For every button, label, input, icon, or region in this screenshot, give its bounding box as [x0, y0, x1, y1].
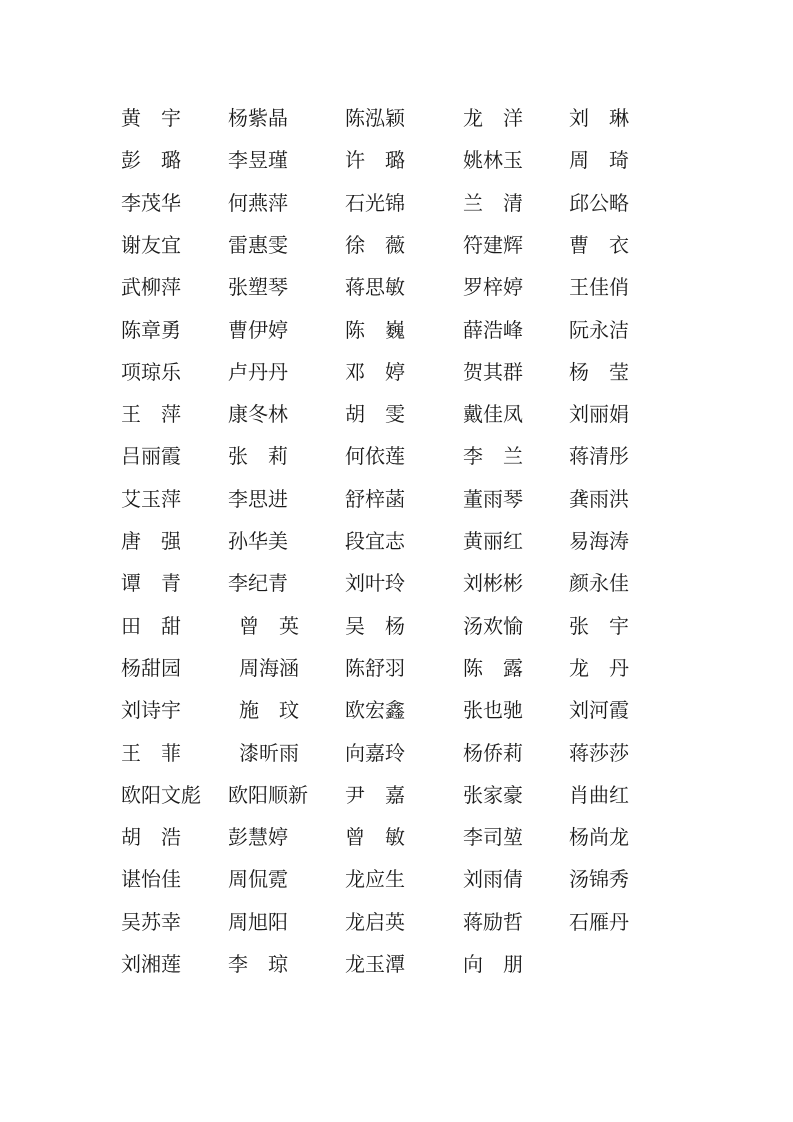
name-cell: 陈 露: [463, 656, 523, 680]
name-cell: 欧宏鑫: [345, 698, 405, 722]
name-cell: 李纪青: [228, 571, 288, 595]
name-cell: 龙 丹: [569, 656, 629, 680]
name-cell: 艾玉萍: [121, 487, 181, 511]
name-cell: 杨侨莉: [463, 741, 523, 765]
name-cell: 李茂华: [121, 191, 181, 215]
name-cell: 刘湘莲: [121, 952, 181, 976]
name-cell: 张家豪: [463, 783, 523, 807]
name-cell: 何依莲: [345, 444, 405, 468]
name-row: [0, 441, 793, 471]
name-cell: 刘雨倩: [463, 867, 523, 891]
name-cell: 欧阳文彪: [121, 783, 201, 807]
name-cell: 彭慧婷: [228, 825, 288, 849]
name-row: [0, 272, 793, 302]
name-cell: 王 菲: [121, 741, 181, 765]
name-cell: 张也驰: [463, 698, 523, 722]
name-cell: 蒋莎莎: [569, 741, 629, 765]
name-cell: 项琼乐: [121, 360, 181, 384]
name-row: [0, 864, 793, 894]
name-cell: 杨 莹: [569, 360, 629, 384]
name-cell: 薛浩峰: [463, 318, 523, 342]
name-row: [0, 188, 793, 218]
name-cell: 黄丽红: [463, 529, 523, 553]
name-cell: 康冬林: [228, 402, 288, 426]
name-cell: 邓 婷: [345, 360, 405, 384]
name-cell: 蒋励哲: [463, 910, 523, 934]
name-cell: 蒋思敏: [345, 275, 405, 299]
name-cell: 吴 杨: [345, 614, 405, 638]
name-row: [0, 653, 793, 683]
name-cell: 武柳萍: [121, 275, 181, 299]
name-cell: 汤欢愉: [463, 614, 523, 638]
name-cell: 黄 宇: [121, 106, 181, 130]
name-cell: 曹 衣: [569, 233, 629, 257]
name-cell: 阮永洁: [569, 318, 629, 342]
name-cell: 向嘉玲: [345, 741, 405, 765]
name-cell: 邱公略: [569, 191, 629, 215]
name-cell: 戴佳凤: [463, 402, 523, 426]
name-cell: 龙应生: [345, 867, 405, 891]
name-cell: 谭 青: [121, 571, 181, 595]
name-cell: 陈舒羽: [345, 656, 405, 680]
name-row: [0, 907, 793, 937]
name-cell: 李 兰: [463, 444, 523, 468]
name-row: [0, 315, 793, 345]
name-cell: 龙启英: [345, 910, 405, 934]
name-row: [0, 822, 793, 852]
name-cell: 贺其群: [463, 360, 523, 384]
name-cell: 龙 洋: [463, 106, 523, 130]
name-cell: 向 朋: [463, 952, 523, 976]
name-cell: 陈泓颖: [345, 106, 405, 130]
name-row: [0, 399, 793, 429]
name-cell: 李昱瑾: [228, 148, 288, 172]
name-cell: 何燕萍: [228, 191, 288, 215]
name-cell: 刘彬彬: [463, 571, 523, 595]
name-cell: 刘丽娟: [569, 402, 629, 426]
name-cell: 肖曲红: [569, 783, 629, 807]
name-cell: 兰 清: [463, 191, 523, 215]
name-cell: 董雨琴: [463, 487, 523, 511]
name-cell: 石雁丹: [569, 910, 629, 934]
name-cell: 刘叶玲: [345, 571, 405, 595]
name-cell: 姚林玉: [463, 148, 523, 172]
name-cell: 孙华美: [228, 529, 288, 553]
name-row: [0, 780, 793, 810]
name-row: [0, 230, 793, 260]
name-cell: 谢友宜: [121, 233, 181, 257]
name-cell: 胡 浩: [121, 825, 181, 849]
name-cell: 段宜志: [345, 529, 405, 553]
name-row: [0, 484, 793, 514]
name-cell: 胡 雯: [345, 402, 405, 426]
name-cell: 罗梓婷: [463, 275, 523, 299]
name-cell: 周海涵: [239, 656, 299, 680]
name-cell: 颜永佳: [569, 571, 629, 595]
name-row: [0, 145, 793, 175]
name-cell: 徐 薇: [345, 233, 405, 257]
name-cell: 李思进: [228, 487, 288, 511]
name-cell: 刘 琳: [569, 106, 629, 130]
name-cell: 杨甜园: [121, 656, 181, 680]
name-cell: 周 琦: [569, 148, 629, 172]
name-cell: 石光锦: [345, 191, 405, 215]
name-cell: 张 宇: [569, 614, 629, 638]
name-cell: 张 莉: [228, 444, 288, 468]
name-cell: 杨紫晶: [228, 106, 288, 130]
name-row: [0, 611, 793, 641]
name-row: [0, 526, 793, 556]
name-cell: 李司堃: [463, 825, 523, 849]
name-row: [0, 695, 793, 725]
name-cell: 龚雨洪: [569, 487, 629, 511]
name-cell: 蒋清彤: [569, 444, 629, 468]
name-cell: 龙玉潭: [345, 952, 405, 976]
name-row: [0, 357, 793, 387]
name-row: [0, 949, 793, 979]
name-cell: 曾 英: [239, 614, 299, 638]
name-cell: 王 萍: [121, 402, 181, 426]
name-cell: 张塑琴: [228, 275, 288, 299]
name-cell: 吕丽霞: [121, 444, 181, 468]
name-cell: 田 甜: [121, 614, 181, 638]
name-cell: 谌怡佳: [121, 867, 181, 891]
name-cell: 漆昕雨: [239, 741, 299, 765]
name-cell: 曹伊婷: [228, 318, 288, 342]
name-cell: 刘诗宇: [121, 698, 181, 722]
name-cell: 周侃霓: [228, 867, 288, 891]
name-cell: 尹 嘉: [345, 783, 405, 807]
name-cell: 汤锦秀: [569, 867, 629, 891]
name-cell: 唐 强: [121, 529, 181, 553]
name-row: [0, 568, 793, 598]
name-cell: 吴苏幸: [121, 910, 181, 934]
name-cell: 符建辉: [463, 233, 523, 257]
name-cell: 易海涛: [569, 529, 629, 553]
name-cell: 卢丹丹: [228, 360, 288, 384]
name-cell: 彭 璐: [121, 148, 181, 172]
name-cell: 杨尚龙: [569, 825, 629, 849]
name-cell: 许 璐: [345, 148, 405, 172]
name-cell: 刘河霞: [569, 698, 629, 722]
name-cell: 陈 巍: [345, 318, 405, 342]
name-cell: 欧阳顺新: [228, 783, 308, 807]
name-row: [0, 103, 793, 133]
name-cell: 舒梓菡: [345, 487, 405, 511]
name-cell: 王佳俏: [569, 275, 629, 299]
name-cell: 曾 敏: [345, 825, 405, 849]
name-cell: 李 琼: [228, 952, 288, 976]
name-cell: 周旭阳: [228, 910, 288, 934]
name-cell: 陈章勇: [121, 318, 181, 342]
name-cell: 施 玟: [239, 698, 299, 722]
name-cell: 雷惠雯: [228, 233, 288, 257]
name-row: [0, 738, 793, 768]
